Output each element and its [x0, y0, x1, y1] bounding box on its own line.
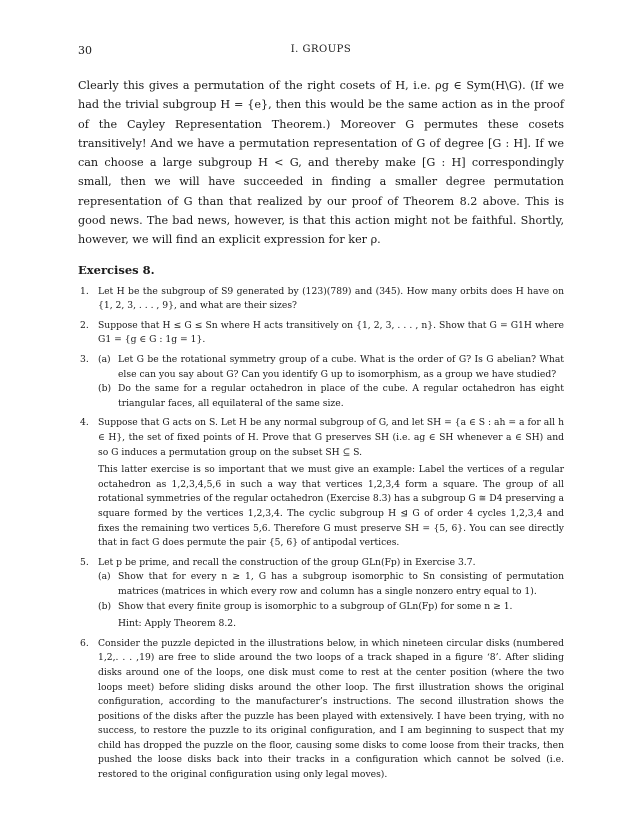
- exercise-part-a: [98, 353, 564, 382]
- exercise-number: 5.: [80, 556, 89, 568]
- exercise-note: This latter exercise is so important that we must give an example: Label the vertices of a regular octahedron as 1,2,3,4,5,6 in such a way that vertices 1,2,3,4 form a square. The group of all rotational symmetries of the regular octahedron (Exercise 8.3) has a subgroup G ≅ D4 preserving a square formed by the vertices 1,2,3,4. The cyclic subgroup H ⊴ G of order 4 cycles 1,2,3,4 and fixes the remaining two vertices 5,6. Therefore G must preserve SH = {5, 6}. You can see directly that in fact G does permute the pair {5, 6} of antipodal vertices.: [98, 464, 565, 549]
- exercise-number: 3.: [80, 354, 89, 366]
- exercise-number: 6.: [80, 637, 89, 649]
- running-title: I. GROUPS: [290, 44, 352, 55]
- page-number: 30: [78, 44, 92, 57]
- exercises-heading: Exercises 8.: [78, 262, 155, 277]
- part-label: (a): [98, 354, 111, 366]
- part-label: (a): [98, 571, 111, 583]
- exercise-hint: Hint: Apply Theorem 8.2.: [118, 618, 237, 630]
- intro-paragraph: Clearly this gives a permutation of the right cosets of H, i.e. ρg ∈ Sym(H\G). (If we had the trivial subgroup H = {e}, then this would be the same action as in the proof of the Cayley Representation Theorem.) Moreover G permutes these cosets transitively! And we have a permutation representation of G of degree [G : H]. If we can choose a large subgroup H < G, and thereby make [G : H] correspondingly small, then we will have succeeded in finding a smaller degree permutation representation of G than that realized by our proof of Theorem 8.2 above. This is good news. The bad news, however, is that this action might not be faithful. Shortly, however, we will find an explicit expression for ker ρ.: [78, 79, 564, 247]
- exercise-part-b: [98, 600, 564, 615]
- exercise-1: [78, 285, 564, 314]
- exercise-3: [78, 353, 564, 411]
- exercise-text: Suppose that G acts on S. Let H be any normal subgroup of G, and let SH = {a ∈ S : ah = a for all h ∈ H}, the set of fixed points of H. Prove that G preserves SH (i.e. ag ∈ SH whenever a ∈ SH) and so G induces a permutation group on the subset SH ⊆ S.: [98, 417, 564, 458]
- page-header: [78, 44, 564, 60]
- exercise-text: Suppose that H ≤ G ≤ Sn where H acts transitively on {1, 2, 3, . . . , n}. Show that G = G1H where G1 = {g ∈ G : 1g = 1}.: [98, 319, 564, 346]
- part-label: (b): [98, 383, 112, 395]
- exercise-number: 2.: [80, 319, 89, 331]
- exercise-text: Consider the puzzle depicted in the illustrations below, in which nineteen circular disks (numbered 1,2,. . . ,19) are free to slide around the two loops of a track shaped in a figure ‘8’. After sliding disks around one of the loops, one disk must come to rest at the center position (where the two loops meet) before sliding disks around the other loop. The first illustration shows the original configuration, according to the manufacturer’s instructions. The second illustration shows the positions of the disks after the puzzle has been played with extensively. I have been trying, with no success, to restore the puzzle to its original configuration, and I am beginning to suspect that my child has dropped the puzzle on the floor, causing some disks to come loose from their tracks, then pushed the loose disks back into their tracks in a configuration which cannot be solved (i.e. restored to the original configuration using only legal moves).: [98, 637, 564, 781]
- exercise-5: [78, 556, 564, 632]
- page: [78, 44, 564, 788]
- exercise-number: 1.: [80, 285, 89, 297]
- exercise-part-b: [98, 382, 564, 411]
- exercise-list: [78, 285, 564, 783]
- part-text: Show that for every n ≥ 1, G has a subgroup isomorphic to Sn consisting of permutation matrices (matrices in which every row and column has a single nonzero entry equal to 1).: [118, 571, 564, 597]
- exercise-2: [78, 319, 564, 348]
- part-text: Do the same for a regular octahedron in place of the cube. A regular octahedron has eight triangular faces, all equilateral of the same size.: [118, 383, 564, 409]
- exercise-4: [78, 416, 564, 550]
- exercise-part-a: [98, 570, 564, 599]
- part-text: Show that every finite group is isomorphic to a subgroup of GLn(Fp) for some n ≥ 1.: [118, 600, 513, 612]
- exercise-text: Let H be the subgroup of S9 generated by (123)(789) and (345). How many orbits does H have on {1, 2, 3, . . . , 9}, and what are their sizes?: [98, 285, 564, 312]
- part-text: Let G be the rotational symmetry group of a cube. What is the order of G? Is G abelian? What else can you say about G? Can you identify G up to isomorphism, as a group we have studied?: [118, 354, 564, 380]
- exercise-number: 4.: [80, 417, 89, 429]
- exercise-text: Let p be prime, and recall the construction of the group GLn(Fp) in Exercise 3.7.: [98, 556, 476, 568]
- part-label: (b): [98, 600, 112, 612]
- exercise-6: [78, 637, 564, 783]
